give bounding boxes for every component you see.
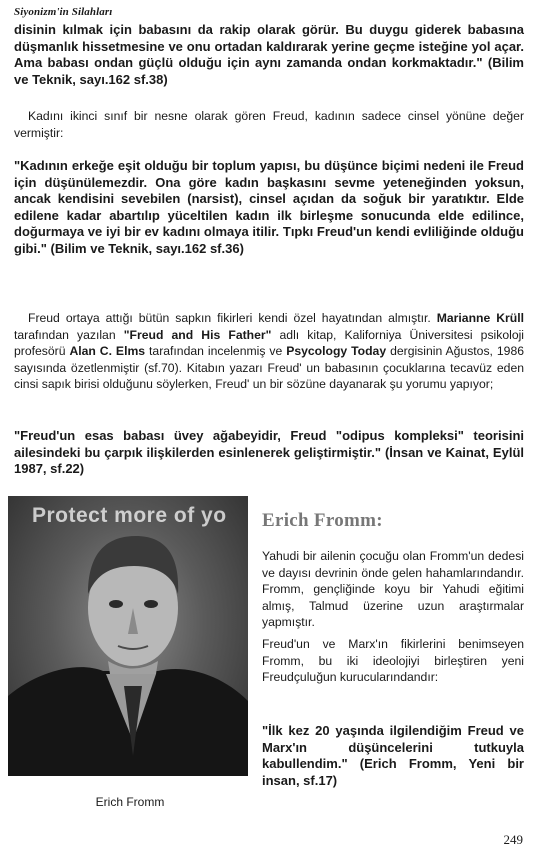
quote-block-oedipus: "Freud'un esas babası üvey ağabeyidir, Freud "odipus kompleksi" teorisini ailesindeki bu çarpık ilişkilerden esinlenerek geliştirmiştir." (İnsan ve Kainat, Eylül 1987, sf.22) <box>14 428 524 476</box>
sidebar-paragraph-2: Freud'un ve Marx'ın fikirlerini benimseyen Fromm, bu iki ideolojiyi birleştiren yeni Freudçuluğun kurucularındandır: <box>262 637 524 684</box>
photo-caption: Erich Fromm <box>95 795 165 809</box>
para2-text-1: Freud ortaya attığı bütün sapkın fikirleri kendi özel hayatından almıştır. <box>28 311 431 325</box>
page-number: 249 <box>503 832 523 847</box>
sidebar-title: Erich Fromm: <box>262 510 383 531</box>
magazine-name: Psycology Today <box>286 344 387 358</box>
sidebar-quote: "İlk kez 20 yaşında ilgilendiğim Freud ve Marx'ın düşüncelerini tutkuyla kabullendim." (Erich Fromm, Yeni bir insan, sf.17) <box>262 723 524 788</box>
para2-text-2: tarafından yazılan <box>14 327 124 342</box>
erich-fromm-photo <box>8 496 248 776</box>
paragraph-freud-women: Kadını ikinci sınıf bir nesne olarak gören Freud, kadının sadece cinsel yönüne değer vermiştir: <box>14 109 524 140</box>
paragraph-freud-father <box>14 310 524 393</box>
para2-text-5: dergisinin Ağustos, 1986 sayısında özetlenmiştir (sf.70). Kitabın yazarı Freud' un babasının çocuklarına tecavüz eden cinsi sapık birisi olduğunu söylerken, Freud' un bir sözüne dayanarak şu yorumu yapıyor; <box>14 344 525 391</box>
quote-block-continued: disinin kılmak için babasını da rakip olarak görür. Bu duygu giderek babasına düşmanlık hissetmesine ve onu ortadan kaldırarak yerine geçme isteğine yol açar. Ama babası ondan güçlü olduğu için aynı zamanda ondan korkmaktadır." (Bilim ve Teknik, sayı.162 sf.38) <box>14 22 524 87</box>
running-head: Siyonizm'in Silahları <box>14 6 113 18</box>
sidebar-paragraph-1: Yahudi bir ailenin çocuğu olan Fromm'un dedesi ve dayısı devrinin önde gelen hahamlarındandır. Fromm, gençliğinde koyu bir Yahudi eğitimi almış, Talmud üzerine uzun araştırmalar yapmıştır. <box>262 549 524 629</box>
quote-block-women: "Kadının erkeğe eşit olduğu bir toplum yapısı, bu düşünce biçimi nedeni ile Freud için düşünülemezdir. Ona göre kadın başkasını sevme yeteneğinden yoksun, ancak kendisini sevebilen (narsist), cinsel açıdan da soğuk bir yaratıktır. Elde edilene kadar abartılıp yüceltilen kadın ilk birleşme sonucunda elde edilince, doğurmaya ve iyi bir ev kadını olmaya itilir. Tıpkı Freud'un kendi evliliğinde olduğu gibi." (Bilim ve Teknik, sayı.162 sf.36) <box>14 158 524 256</box>
photo-watermark: Protect more of yo <box>32 504 227 527</box>
para2-text-4: tarafından incelenmiş ve <box>145 344 287 358</box>
author-name: Marianne Krüll <box>436 311 524 325</box>
professor-name: Alan C. Elms <box>69 344 146 358</box>
para2-text-3: adlı kitap, Kaliforniya Üniversitesi psikoloji profesörü <box>14 327 525 358</box>
book-title: "Freud and His Father" <box>123 327 272 342</box>
